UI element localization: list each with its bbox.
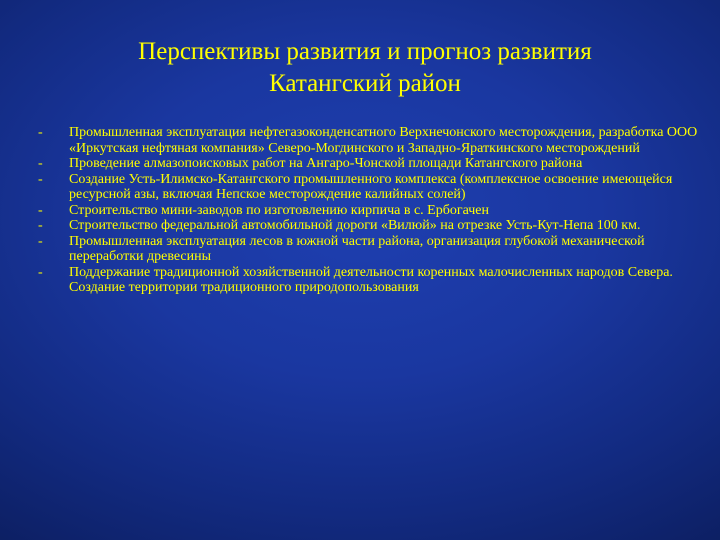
bullet-item <box>38 265 698 296</box>
bullet-item <box>38 218 698 234</box>
bullet-text: Создание Усть-Илимско-Катангского промышленного комплекса (комплексное освоение имеющейся ресурсной азы, включая Непское месторождение калийных солей) <box>69 171 673 202</box>
bullet-marker: - <box>38 202 43 218</box>
bullet-marker: - <box>38 218 43 233</box>
bullet-text: Проведение алмазопоисковых работ на Ангаро-Чонской площади Катангского района <box>69 156 583 171</box>
slide-title <box>40 36 690 100</box>
bullet-text: Поддержание традиционной хозяйственной деятельности коренных малочисленных народов Севера. Создание территории традиционного природопользования <box>69 264 673 295</box>
bullet-list <box>38 125 698 296</box>
bullet-item <box>38 125 698 156</box>
bullet-marker: - <box>38 125 43 140</box>
bullet-marker: - <box>38 233 43 249</box>
bullet-text: Промышленная эксплуатация нефтегазоконденсатного Верхнечонского месторождения, разработка ООО «Иркутская нефтяная компания» Северо-Могдинского и Западно-Яраткинского месторождений <box>69 125 698 156</box>
bullet-item <box>38 234 698 265</box>
bullet-item <box>38 172 698 203</box>
bullet-item <box>38 156 698 172</box>
title-line-2: Катангский район <box>269 70 461 97</box>
bullet-marker: - <box>38 264 43 280</box>
bullet-marker: - <box>38 156 43 171</box>
bullet-item <box>38 203 698 219</box>
title-line-1: Перспективы развития и прогноз развития <box>138 38 592 65</box>
bullet-text: Строительство мини-заводов по изготовлению кирпича в с. Ербогачен <box>69 202 489 218</box>
bullet-text: Строительство федеральной автомобильной дороги «Вилюй» на отрезке Усть-Кут-Непа 100 км. <box>69 218 641 233</box>
bullet-text: Промышленная эксплуатация лесов в южной части района, организация глубокой механической переработки древесины <box>69 233 645 264</box>
bullet-marker: - <box>38 171 43 187</box>
